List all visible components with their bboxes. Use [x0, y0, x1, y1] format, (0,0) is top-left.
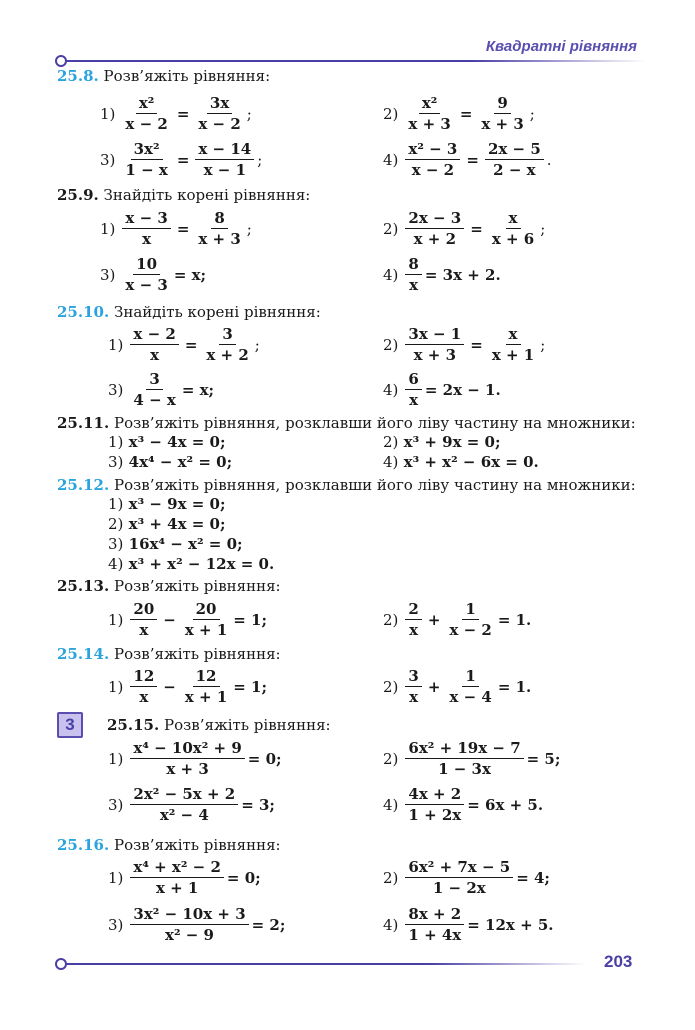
fraction	[195, 94, 243, 133]
math-text: x³ + x² − 6x = 0.	[403, 453, 539, 471]
operator: =	[459, 104, 473, 123]
numerator: 3x² − 10x + 3	[130, 905, 248, 925]
fraction	[182, 667, 230, 706]
fraction	[405, 600, 421, 639]
denominator: 1 − x	[125, 161, 168, 179]
denominator: x + 3	[166, 760, 209, 778]
denominator: x − 4	[449, 688, 492, 706]
fraction	[130, 667, 157, 706]
numerator: x²	[136, 94, 158, 114]
fraction	[405, 209, 464, 248]
fraction	[478, 94, 526, 133]
math-text: = 5;	[526, 749, 561, 768]
numerator: 12	[130, 667, 157, 687]
item-label: 3)	[108, 453, 124, 471]
numerator: x⁴ − 10x² + 9	[130, 739, 244, 759]
fraction	[405, 739, 523, 778]
equation	[383, 667, 531, 706]
numerator: 3	[219, 325, 235, 345]
item-label: 4)	[383, 265, 399, 284]
operator: =	[176, 104, 190, 123]
task-number: 25.14.	[57, 645, 110, 663]
equation	[383, 600, 531, 639]
denominator: 2 − x	[493, 161, 536, 179]
fraction	[405, 325, 464, 364]
task-25-15	[107, 716, 331, 734]
task-25-16	[57, 836, 281, 854]
denominator: x + 6	[491, 230, 535, 248]
math-text: = 4;	[516, 868, 550, 887]
denominator: x + 3	[481, 115, 524, 133]
numerator: 3	[146, 370, 162, 390]
item-label: 1)	[108, 868, 124, 887]
fraction	[405, 140, 460, 179]
denominator: x	[409, 391, 419, 409]
task-number: 25.11.	[57, 414, 110, 432]
item-label: 2)	[383, 219, 399, 238]
math-text: x³ − 4x = 0;	[128, 433, 226, 451]
math-text: = 1.	[497, 610, 532, 629]
operator: +	[427, 610, 441, 629]
task-number: 25.9.	[57, 186, 99, 204]
equation	[383, 785, 543, 824]
task-25-12	[57, 476, 636, 494]
item-label: 3)	[108, 915, 124, 934]
math-text: = 0;	[247, 749, 282, 768]
denominator: x + 1	[155, 879, 199, 897]
denominator: x − 2	[449, 621, 492, 639]
denominator: 1 − 2x	[432, 879, 486, 897]
fraction	[446, 600, 494, 639]
equation	[100, 255, 206, 294]
equation	[100, 94, 252, 133]
denominator: x	[142, 230, 152, 248]
fraction	[489, 325, 537, 364]
task-25-8	[57, 67, 270, 85]
item-label: 3)	[108, 380, 124, 399]
numerator: x − 3	[122, 209, 170, 229]
numerator: 20	[130, 600, 157, 620]
math-text: ;	[257, 150, 263, 169]
task-text: Розв’яжіть рівняння:	[163, 716, 331, 734]
operator: =	[184, 335, 198, 354]
denominator: x + 2	[206, 346, 249, 364]
fraction	[405, 667, 421, 706]
numerator: 1	[462, 600, 478, 620]
denominator: 4 − x	[133, 391, 176, 409]
item-label: 3)	[108, 535, 124, 553]
task-number: 25.13.	[57, 577, 110, 595]
equation	[383, 209, 545, 248]
fraction	[405, 255, 421, 294]
math-text: = 3;	[241, 795, 275, 814]
task-25-10	[57, 303, 321, 321]
equation	[383, 905, 554, 944]
numerator: x	[506, 325, 521, 345]
task-25-9	[57, 186, 310, 204]
item-label: 3)	[108, 795, 124, 814]
numerator: 1	[462, 667, 478, 687]
math-text: ;	[540, 219, 546, 238]
fraction	[446, 667, 494, 706]
equation	[108, 370, 214, 409]
item-label: 4)	[383, 795, 399, 814]
equation	[108, 739, 282, 778]
numerator: 6	[405, 370, 421, 390]
fraction	[405, 94, 453, 133]
numerator: 6x² + 7x − 5	[405, 858, 513, 878]
operator: =	[470, 219, 483, 238]
fraction	[130, 600, 157, 639]
footer-rule	[66, 963, 586, 965]
fraction	[122, 209, 170, 248]
numerator: 8	[211, 209, 227, 229]
math-text: x³ + 9x = 0;	[403, 433, 501, 451]
fraction	[489, 209, 537, 248]
denominator: 1 + 2x	[408, 806, 462, 824]
numerator: x²	[419, 94, 441, 114]
fraction	[203, 325, 251, 364]
equation	[108, 555, 274, 573]
math-text: ;	[246, 219, 252, 238]
item-label: 1)	[108, 495, 124, 513]
denominator: x − 1	[203, 161, 247, 179]
fraction	[130, 858, 224, 897]
equation	[383, 739, 560, 778]
numerator: x − 14	[195, 140, 254, 160]
math-text: = 2;	[251, 915, 286, 934]
operator: −	[163, 610, 176, 629]
math-text: = x;	[173, 265, 207, 284]
fraction	[130, 739, 244, 778]
item-label: 2)	[383, 749, 399, 768]
item-label: 4)	[108, 555, 124, 573]
numerator: 2x² − 5x + 2	[130, 785, 238, 805]
numerator: x² − 3	[405, 140, 460, 160]
equation	[108, 535, 243, 553]
math-text: = x;	[181, 380, 215, 399]
fraction	[405, 858, 513, 897]
task-text: Розв’яжіть рівняння:	[103, 67, 271, 85]
math-text: ;	[540, 335, 546, 354]
denominator: x	[150, 346, 160, 364]
item-label: 1)	[108, 749, 124, 768]
task-text: Знайдіть корені рівняння:	[113, 303, 321, 321]
equation	[108, 325, 260, 364]
numerator: 2x − 5	[485, 140, 544, 160]
operator: +	[427, 677, 441, 696]
operator: =	[176, 150, 190, 169]
math-text: 16x⁴ − x² = 0;	[128, 535, 243, 553]
fraction	[195, 209, 243, 248]
operator: −	[163, 677, 176, 696]
item-label: 4)	[383, 150, 399, 169]
item-label: 3)	[100, 150, 116, 169]
equation	[383, 370, 501, 409]
fraction	[130, 370, 178, 409]
numerator: 3x	[207, 94, 232, 114]
item-label: 2)	[383, 677, 399, 696]
item-label: 1)	[108, 610, 124, 629]
equation	[108, 785, 275, 824]
task-number: 25.12.	[57, 476, 110, 494]
math-text: ;	[529, 104, 535, 123]
numerator: x⁴ + x² − 2	[130, 858, 224, 878]
task-number: 25.10.	[57, 303, 110, 321]
math-text: x³ + 4x = 0;	[128, 515, 226, 533]
fraction	[130, 905, 248, 944]
item-label: 4)	[383, 915, 399, 934]
math-text: 4x⁴ − x² = 0;	[128, 453, 233, 471]
numerator: 20	[193, 600, 220, 620]
equation	[108, 600, 267, 639]
denominator: x + 3	[198, 230, 241, 248]
fraction	[130, 785, 238, 824]
denominator: x − 2	[411, 161, 455, 179]
equation	[383, 255, 501, 294]
numerator: 3x − 1	[405, 325, 464, 345]
task-number: 25.8.	[57, 67, 99, 85]
item-label: 1)	[108, 677, 124, 696]
task-text: Знайдіть корені рівняння:	[103, 186, 311, 204]
fraction	[485, 140, 544, 179]
task-25-14	[57, 645, 281, 663]
math-text: = 1;	[233, 677, 268, 696]
item-label: 1)	[100, 219, 116, 238]
math-text: x³ + x² − 12x = 0.	[128, 555, 275, 573]
denominator: 1 + 4x	[408, 926, 462, 944]
item-label: 4)	[383, 380, 399, 399]
math-text: .	[546, 150, 552, 169]
numerator: 10	[133, 255, 160, 275]
denominator: x − 2	[198, 115, 241, 133]
math-text: = 0;	[226, 868, 261, 887]
difficulty-level-badge: 3	[57, 712, 83, 738]
numerator: 8	[405, 255, 421, 275]
math-text: ;	[246, 104, 252, 123]
fraction	[130, 325, 178, 364]
math-text: x³ − 9x = 0;	[128, 495, 226, 513]
numerator: x	[506, 209, 521, 229]
equation	[108, 858, 261, 897]
equation	[108, 905, 285, 944]
numerator: 9	[494, 94, 510, 114]
task-text: Розв’яжіть рівняння:	[113, 836, 281, 854]
numerator: 2	[405, 600, 421, 620]
numerator: 6x² + 19x − 7	[405, 739, 523, 759]
header-rule	[66, 60, 646, 62]
equation	[108, 515, 226, 533]
numerator: 3	[405, 667, 421, 687]
denominator: x² − 4	[159, 806, 209, 824]
math-text: ;	[254, 335, 260, 354]
math-text: = 1.	[497, 677, 532, 696]
math-text: = 6x + 5.	[467, 795, 544, 814]
equation	[383, 858, 550, 897]
equation	[108, 433, 226, 451]
numerator: 3x²	[131, 140, 163, 160]
fraction	[405, 785, 464, 824]
task-text: Розв’яжіть рівняння:	[113, 645, 281, 663]
math-text: = 2x − 1.	[424, 380, 501, 399]
equation	[108, 667, 267, 706]
numerator: x − 2	[130, 325, 178, 345]
item-label: 1)	[108, 335, 124, 354]
denominator: 1 − 3x	[438, 760, 491, 778]
equation	[100, 140, 262, 179]
operator: =	[466, 150, 479, 169]
math-text: = 1;	[233, 610, 268, 629]
fraction	[405, 905, 464, 944]
numerator: 2x − 3	[405, 209, 464, 229]
equation	[108, 453, 232, 471]
fraction	[122, 255, 170, 294]
denominator: x	[139, 688, 149, 706]
equation	[100, 209, 252, 248]
denominator: x	[409, 621, 419, 639]
denominator: x + 3	[408, 115, 451, 133]
task-number: 25.15.	[107, 716, 160, 734]
item-label: 1)	[100, 104, 116, 123]
item-label: 2)	[383, 610, 399, 629]
numerator: 12	[193, 667, 220, 687]
denominator: x + 1	[184, 621, 228, 639]
denominator: x + 3	[413, 346, 457, 364]
task-25-13	[57, 577, 281, 595]
task-number: 25.16.	[57, 836, 110, 854]
numerator: 4x + 2	[405, 785, 464, 805]
equation	[383, 433, 501, 451]
item-label: 1)	[108, 433, 124, 451]
denominator: x + 1	[491, 346, 535, 364]
equation	[383, 453, 539, 471]
operator: =	[176, 219, 190, 238]
item-label: 2)	[383, 335, 399, 354]
denominator: x − 2	[125, 115, 168, 133]
page-number: 203	[604, 952, 633, 971]
item-label: 3)	[100, 265, 116, 284]
denominator: x	[409, 276, 419, 294]
fraction	[195, 140, 254, 179]
denominator: x	[139, 621, 149, 639]
fraction	[182, 600, 230, 639]
fraction	[122, 94, 170, 133]
math-text: = 12x + 5.	[467, 915, 554, 934]
item-label: 4)	[383, 453, 399, 471]
item-label: 2)	[383, 433, 399, 451]
equation	[108, 495, 226, 513]
denominator: x + 1	[184, 688, 228, 706]
denominator: x − 3	[125, 276, 168, 294]
equation	[383, 325, 545, 364]
denominator: x + 2	[413, 230, 457, 248]
section-title: Квадратні рівняння	[485, 38, 637, 55]
math-text: = 3x + 2.	[424, 265, 501, 284]
denominator: x	[409, 688, 419, 706]
task-25-11	[57, 414, 636, 432]
fraction	[405, 370, 421, 409]
task-text: Розв’яжіть рівняння:	[113, 577, 281, 595]
numerator: 8x + 2	[405, 905, 464, 925]
operator: =	[470, 335, 483, 354]
fraction	[122, 140, 170, 179]
denominator: x² − 9	[165, 926, 214, 944]
equation	[383, 94, 535, 133]
task-text: Розв’яжіть рівняння, розклавши його ліву частину на множники:	[113, 476, 636, 494]
item-label: 2)	[383, 868, 399, 887]
item-label: 2)	[383, 104, 399, 123]
equation	[383, 140, 552, 179]
item-label: 2)	[108, 515, 124, 533]
task-text: Розв’яжіть рівняння, розклавши його ліву частину на множники:	[113, 414, 636, 432]
